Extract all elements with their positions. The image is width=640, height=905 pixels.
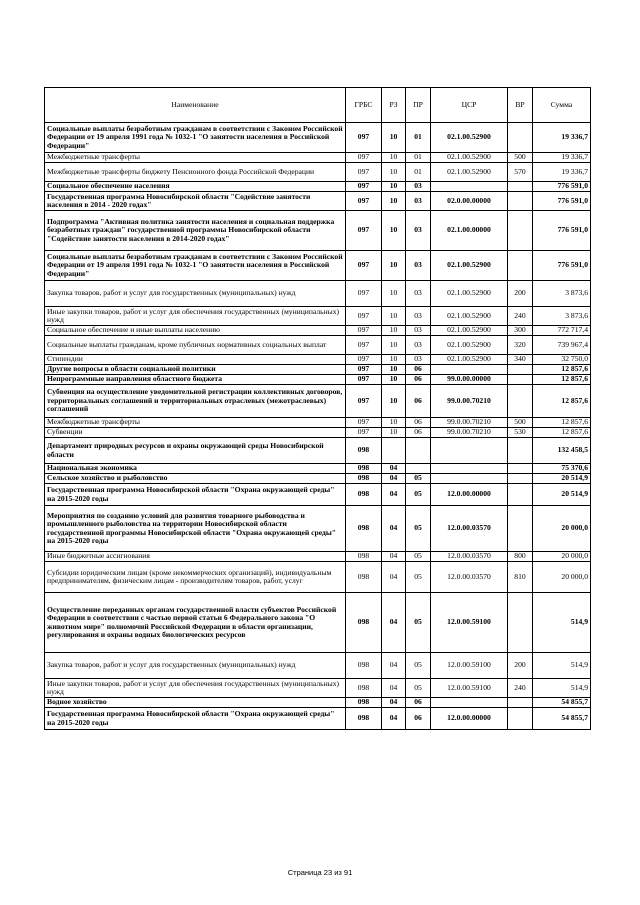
cell-pr: 05 [406,679,431,698]
cell-csr [431,182,508,192]
cell-pr: 05 [406,484,431,506]
table-row [45,593,591,653]
cell-csr: 12.0.00.59100 [431,679,508,698]
cell-rz: 04 [382,506,406,552]
cell-pr: 05 [406,474,431,484]
cell-rz: 10 [382,163,406,182]
cell-name: Закупка товаров, работ и услуг для государственных (муниципальных) нужд [45,653,346,679]
cell-pr: 03 [406,281,431,307]
cell-csr: 12.0.00.59100 [431,593,508,653]
cell-csr: 02.1.00.52900 [431,281,508,307]
cell-pr: 05 [406,552,431,562]
cell-vr: 810 [508,562,533,593]
cell-name: Государственная программа Новосибирской области "Содействие занятости населения в 2014 - 2020 годах" [45,192,346,211]
cell-rz: 04 [382,679,406,698]
cell-vr: 320 [508,336,533,355]
cell-vr [508,474,533,484]
cell-grbs: 098 [346,464,382,474]
cell-pr: 05 [406,506,431,552]
header-vr: ВР [508,88,533,123]
cell-pr: 06 [406,385,431,418]
cell-grbs: 098 [346,474,382,484]
cell-csr: 12.0.00.00000 [431,708,508,730]
cell-name: Межбюджетные трансферты [45,153,346,163]
cell-pr [406,464,431,474]
table-row [45,336,591,355]
cell-rz: 10 [382,211,406,251]
cell-rz: 10 [382,307,406,326]
cell-sum: 54 855,7 [533,698,591,708]
cell-pr [406,438,431,464]
cell-sum: 20 000,0 [533,506,591,552]
cell-grbs: 097 [346,326,382,336]
table-row [45,153,591,163]
cell-rz: 04 [382,474,406,484]
cell-pr: 03 [406,326,431,336]
cell-vr [508,192,533,211]
cell-sum: 19 336,7 [533,123,591,153]
cell-name: Другие вопросы в области социальной политики [45,365,346,375]
cell-pr: 03 [406,182,431,192]
cell-grbs: 097 [346,428,382,438]
cell-grbs: 098 [346,679,382,698]
cell-name: Водное хозяйство [45,698,346,708]
cell-grbs: 098 [346,562,382,593]
cell-grbs: 097 [346,163,382,182]
cell-vr [508,251,533,281]
cell-csr: 12.0.00.03570 [431,552,508,562]
cell-pr: 01 [406,123,431,153]
cell-vr: 570 [508,163,533,182]
cell-name: Стипендии [45,355,346,365]
cell-name: Государственная программа Новосибирской области "Охрана окружающей среды" на 2015-2020 годы [45,484,346,506]
cell-pr: 06 [406,418,431,428]
table-row [45,562,591,593]
cell-rz: 04 [382,484,406,506]
cell-name: Национальная экономика [45,464,346,474]
cell-rz: 10 [382,192,406,211]
table-row [45,698,591,708]
cell-name: Подпрограмма "Активная политика занятости населения и социальная поддержка безработных граждан" государственной программы Новосибирской области "Содействие занятости населения в 2014-2020 годах" [45,211,346,251]
header-sum: Сумма [533,88,591,123]
cell-grbs: 097 [346,123,382,153]
cell-sum: 12 857,6 [533,365,591,375]
cell-rz: 04 [382,562,406,593]
table-row [45,418,591,428]
cell-sum: 514,9 [533,679,591,698]
table-row [45,484,591,506]
cell-pr: 03 [406,192,431,211]
cell-vr [508,211,533,251]
table-row [45,163,591,182]
cell-sum: 54 855,7 [533,708,591,730]
cell-grbs: 097 [346,192,382,211]
cell-rz: 10 [382,336,406,355]
cell-name: Социальные выплаты безработным гражданам в соответствии с Законом Российской Федерации от 19 апреля 1991 года № 1032-1 "О занятости населения в Российской Федерации" [45,123,346,153]
cell-grbs: 097 [346,153,382,163]
cell-vr [508,385,533,418]
table-row [45,375,591,385]
cell-sum: 132 458,5 [533,438,591,464]
cell-sum: 19 336,7 [533,153,591,163]
cell-csr: 02.1.00.52900 [431,153,508,163]
cell-pr: 03 [406,307,431,326]
cell-sum: 12 857,6 [533,385,591,418]
cell-rz: 04 [382,698,406,708]
cell-grbs: 097 [346,182,382,192]
cell-vr [508,375,533,385]
cell-rz: 10 [382,365,406,375]
cell-rz: 10 [382,418,406,428]
cell-sum: 772 717,4 [533,326,591,336]
cell-name: Субвенция на осуществление уведомительной регистрации коллективных договоров, территориальных соглашений и территориальных отраслевых (межотраслевых) соглашений [45,385,346,418]
cell-name: Сельское хозяйство и рыболовство [45,474,346,484]
cell-sum: 19 336,7 [533,163,591,182]
cell-vr [508,506,533,552]
cell-vr: 300 [508,326,533,336]
cell-grbs: 098 [346,506,382,552]
cell-rz: 04 [382,653,406,679]
table-row [45,251,591,281]
cell-csr: 99.0.00.70210 [431,428,508,438]
cell-name: Государственная программа Новосибирской области "Охрана окружающей среды" на 2015-2020 годы [45,708,346,730]
cell-csr: 02.1.00.52900 [431,355,508,365]
table-row [45,474,591,484]
cell-grbs: 097 [346,385,382,418]
cell-csr: 02.0.00.00000 [431,192,508,211]
table-header-row [45,88,591,123]
cell-sum: 776 591,0 [533,211,591,251]
cell-rz: 10 [382,251,406,281]
cell-pr: 05 [406,593,431,653]
cell-sum: 3 873,6 [533,307,591,326]
cell-sum: 20 514,9 [533,474,591,484]
cell-grbs: 097 [346,355,382,365]
cell-vr [508,365,533,375]
cell-vr: 500 [508,153,533,163]
page-footer: Страница 23 из 91 [287,868,353,877]
cell-sum: 12 857,6 [533,428,591,438]
cell-name: Иные закупки товаров, работ и услуг для обеспечения государственных (муниципальных) нужд [45,679,346,698]
cell-csr: 02.1.00.52900 [431,326,508,336]
table-row [45,708,591,730]
cell-sum: 739 967,4 [533,336,591,355]
cell-pr: 06 [406,365,431,375]
cell-name: Закупка товаров, работ и услуг для государственных (муниципальных) нужд [45,281,346,307]
cell-vr: 340 [508,355,533,365]
cell-vr [508,698,533,708]
cell-grbs: 097 [346,336,382,355]
cell-pr: 03 [406,251,431,281]
cell-sum: 20 000,0 [533,562,591,593]
table-row [45,211,591,251]
cell-name: Социальные выплаты безработным гражданам в соответствии с Законом Российской Федерации от 19 апреля 1991 года № 1032-1 "О занятости населения в Российской Федерации" [45,251,346,281]
cell-vr: 240 [508,679,533,698]
cell-csr: 99.0.00.70210 [431,418,508,428]
cell-vr: 800 [508,552,533,562]
cell-name: Иные бюджетные ассигнования [45,552,346,562]
cell-rz: 10 [382,375,406,385]
cell-pr: 06 [406,698,431,708]
cell-name: Социальное обеспечение населения [45,182,346,192]
cell-grbs: 098 [346,484,382,506]
table-row [45,123,591,153]
header-grbs: ГРБС [346,88,382,123]
cell-rz: 10 [382,428,406,438]
cell-csr: 12.0.00.03570 [431,562,508,593]
cell-grbs: 097 [346,307,382,326]
cell-csr: 12.0.00.03570 [431,506,508,552]
cell-csr [431,698,508,708]
table-row [45,326,591,336]
table-row [45,428,591,438]
cell-name: Межбюджетные трансферты [45,418,346,428]
cell-vr: 200 [508,653,533,679]
cell-vr: 240 [508,307,533,326]
cell-grbs: 098 [346,698,382,708]
cell-pr: 03 [406,355,431,365]
cell-sum: 32 750,0 [533,355,591,365]
cell-sum: 12 857,6 [533,418,591,428]
cell-name: Субсидии юридическим лицам (кроме некоммерческих организаций), индивидуальным предпринимателям, физическим лицам - производителям товаров, работ, услуг [45,562,346,593]
cell-rz: 10 [382,182,406,192]
table-row [45,281,591,307]
cell-grbs: 097 [346,365,382,375]
table-row [45,464,591,474]
cell-name: Субвенции [45,428,346,438]
table-body [45,123,591,730]
cell-grbs: 098 [346,593,382,653]
cell-sum: 776 591,0 [533,182,591,192]
header-csr: ЦСР [431,88,508,123]
table-row [45,182,591,192]
cell-sum: 20 514,9 [533,484,591,506]
cell-sum: 776 591,0 [533,192,591,211]
cell-csr: 02.1.00.52900 [431,307,508,326]
table-row [45,552,591,562]
cell-grbs: 098 [346,552,382,562]
table-row [45,307,591,326]
cell-csr: 99.0.00.70210 [431,385,508,418]
cell-csr [431,464,508,474]
cell-pr: 05 [406,562,431,593]
cell-pr: 03 [406,336,431,355]
cell-pr: 06 [406,708,431,730]
cell-grbs: 097 [346,281,382,307]
cell-vr [508,464,533,474]
cell-grbs: 097 [346,211,382,251]
table-row [45,438,591,464]
cell-pr: 01 [406,163,431,182]
cell-name: Социальные выплаты гражданам, кроме публичных нормативных социальных выплат [45,336,346,355]
cell-sum: 12 857,6 [533,375,591,385]
cell-name: Мероприятия по созданию условий для развития товарного рыбоводства и промышленного рыболовства на территории Новосибирской области государственной программы Новосибирской области "Охрана окружающей среды" на 2015-2020 годы [45,506,346,552]
cell-csr: 02.1.00.52900 [431,336,508,355]
cell-rz: 10 [382,123,406,153]
cell-sum: 20 000,0 [533,552,591,562]
cell-csr [431,474,508,484]
cell-pr: 01 [406,153,431,163]
header-name: Наименование [45,88,346,123]
cell-vr: 530 [508,428,533,438]
cell-rz: 04 [382,708,406,730]
cell-name: Социальное обеспечение и иные выплаты населению [45,326,346,336]
cell-csr: 02.1.00.52900 [431,123,508,153]
cell-vr [508,593,533,653]
cell-pr: 05 [406,653,431,679]
table-row [45,385,591,418]
cell-csr: 02.1.00.52900 [431,251,508,281]
cell-csr: 02.1.00.00000 [431,211,508,251]
cell-sum: 776 591,0 [533,251,591,281]
cell-csr: 12.0.00.00000 [431,484,508,506]
table-row [45,679,591,698]
cell-name: Департамент природных ресурсов и охраны окружающей среды Новосибирской области [45,438,346,464]
table-row [45,653,591,679]
cell-name: Осуществление переданных органам государственной власти субъектов Российской Федерации в соответствии с частью первой статьи 6 Федерального закона "О животном мире" полномочий Российской Федерации в области организации, регулирования и охраны водных биологических ресурсов [45,593,346,653]
cell-csr: 12.0.00.59100 [431,653,508,679]
cell-pr: 06 [406,428,431,438]
cell-grbs: 097 [346,251,382,281]
cell-vr [508,182,533,192]
cell-rz: 04 [382,552,406,562]
table-row [45,365,591,375]
cell-sum: 514,9 [533,593,591,653]
cell-rz: 10 [382,281,406,307]
cell-csr [431,438,508,464]
cell-sum: 3 873,6 [533,281,591,307]
cell-name: Непрограммные направления областного бюджета [45,375,346,385]
cell-rz: 10 [382,326,406,336]
table-row [45,355,591,365]
header-rz: РЗ [382,88,406,123]
cell-grbs: 097 [346,375,382,385]
header-pr: ПР [406,88,431,123]
cell-grbs: 098 [346,653,382,679]
cell-sum: 75 370,6 [533,464,591,474]
cell-csr: 02.1.00.52900 [431,163,508,182]
cell-rz: 04 [382,464,406,474]
cell-grbs: 097 [346,418,382,428]
cell-vr: 500 [508,418,533,428]
cell-name: Межбюджетные трансферты бюджету Пенсионного фонда Российской Федерации [45,163,346,182]
cell-vr [508,708,533,730]
cell-grbs: 098 [346,708,382,730]
cell-csr [431,365,508,375]
cell-name: Иные закупки товаров, работ и услуг для обеспечения государственных (муниципальных) нужд [45,307,346,326]
cell-rz: 10 [382,355,406,365]
cell-vr [508,484,533,506]
cell-vr [508,123,533,153]
cell-vr [508,438,533,464]
cell-rz: 10 [382,385,406,418]
cell-csr: 99.0.00.00000 [431,375,508,385]
cell-sum: 514,9 [533,653,591,679]
cell-pr: 06 [406,375,431,385]
cell-vr: 200 [508,281,533,307]
cell-grbs: 098 [346,438,382,464]
table-row [45,192,591,211]
cell-pr: 03 [406,211,431,251]
cell-rz: 10 [382,153,406,163]
cell-rz: 04 [382,593,406,653]
table-row [45,506,591,552]
budget-table [44,87,591,730]
cell-rz [382,438,406,464]
